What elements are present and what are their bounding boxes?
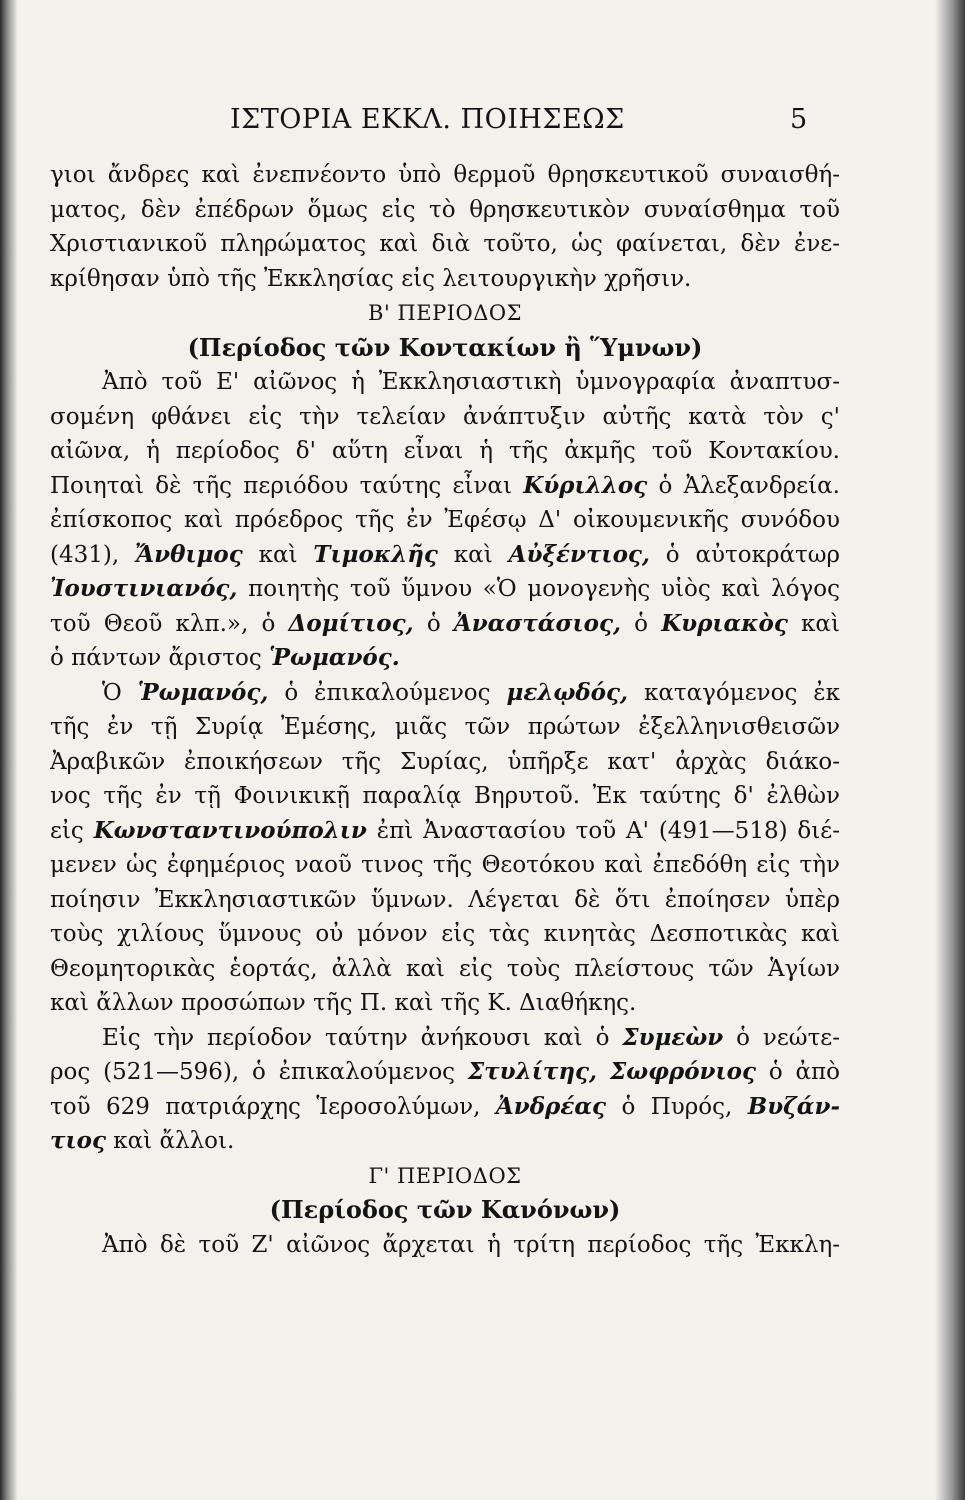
person-name: Στυλίτης, [467, 1058, 598, 1085]
text-run: ὁ πάντων ἄριστος [50, 645, 270, 671]
text-line [50, 469, 840, 504]
text-run: ἐπὶ Ἀναστασίου τοῦ Α' (491—518) διέ- [366, 817, 840, 844]
text-line: γιοι ἄνδρες καὶ ἐνεπνέοντο ὑπὸ θερμοῦ θρησκευτικοῦ συναισθή- [50, 162, 840, 188]
epithet: μελῳδός, [506, 678, 629, 706]
page-number: 5 [790, 104, 808, 135]
text-line [50, 1124, 840, 1159]
person-name: Τιμοκλῆς [313, 540, 438, 568]
person-name: Ῥωμανός. [269, 644, 400, 671]
text-run: ὁ Ἀλεξανδρεία. [647, 472, 840, 499]
text-line: τῆς ἐν τῇ Συρίᾳ Ἐμέσης, μιᾶς τῶν πρώτων ἐξελληνισθεισῶν [50, 714, 840, 740]
person-name: Ἰουστινιανός, [50, 575, 238, 602]
text-line [50, 538, 840, 573]
text-run: ρος (521—596), ὁ ἐπικαλούμενος [50, 1059, 468, 1085]
text-line: ματος, δὲν ἐπέδρων ὅμως εἰς τὸ θρησκευτικὸν συναίσθημα τοῦ [50, 196, 840, 223]
text-run: ὁ ἐπικαλούμενος [268, 679, 507, 706]
text-run: Ὁ [102, 679, 138, 706]
place-name: Κωνσταντινούπολιν [93, 816, 367, 844]
text-line: σομένη φθάνει εἰς τὴν τελείαν ἀνάπτυξιν αὐτῆς κατὰ τὸν ς' [50, 403, 840, 430]
text-run [597, 1059, 610, 1085]
text-run: ὁ [620, 610, 662, 637]
text-line: ποίησιν Ἐκκλησιαστικῶν ὕμνων. Λέγεται δὲ ὅτι ἐποίησεν ὑπὲρ [50, 886, 840, 913]
page-header [0, 104, 965, 144]
text-line: Ἀραβικῶν ἐποικήσεων τῆς Συρίας, ὑπῆρξε κατ' ἀρχὰς διάκο- [50, 748, 840, 775]
text-line: κρίθησαν ὑπὸ τῆς Ἐκκλησίας εἰς λειτουργικὴν χρῆσιν. [50, 265, 692, 292]
person-name: Βυζάν- [747, 1092, 840, 1120]
text-run: τοῦ Θεοῦ κλπ.», ὁ [50, 610, 289, 637]
person-name: Ἀναστάσιος, [453, 609, 621, 637]
text-run: ὁ Πυρός, [606, 1093, 748, 1120]
text-line [50, 814, 840, 849]
person-name: Ῥωμανός, [137, 678, 269, 706]
text-line: Θεομητορικὰς ἑορτάς, ἀλλὰ καὶ εἰς τοὺς πλείστους τῶν Ἁγίων [50, 955, 840, 982]
section-heading: Β' ΠΕΡΙΟΔΟΣ [368, 301, 522, 325]
text-line: Ἀπὸ δὲ τοῦ Ζ' αἰῶνος ἄρχεται ἡ τρίτη περίοδος τῆς Ἐκκλη- [102, 1231, 840, 1258]
section-subheading: (Περίοδος τῶν Κανόνων) [269, 1195, 621, 1224]
person-name: τιος [50, 1127, 106, 1154]
text-run: καὶ [437, 541, 509, 568]
person-name: Σωφρόνιος [609, 1058, 756, 1085]
person-name: Συμεὼν [622, 1023, 724, 1051]
text-run: καὶ [242, 541, 314, 568]
text-line [50, 676, 840, 711]
text-run: ὁ [413, 610, 454, 637]
text-line [50, 641, 840, 676]
section-subheading: (Περίοδος τῶν Κοντακίων ἢ Ὕμνων) [187, 332, 703, 362]
section-heading: Γ' ΠΕΡΙΟΔΟΣ [368, 1163, 522, 1188]
text-run: εἰς [50, 817, 94, 844]
text-line [50, 1055, 840, 1090]
person-name: Ἀνδρέας [495, 1092, 607, 1120]
text-run: ὁ αὐτοκράτωρ [649, 541, 840, 568]
person-name: Ἄνθιμος [135, 540, 243, 568]
text-run: καὶ [787, 610, 840, 637]
text-line [50, 1021, 840, 1056]
person-name: Κυριακὸς [661, 609, 788, 637]
text-run: τοῦ 629 πατριάρχης Ἱεροσολύμων, [50, 1093, 496, 1120]
text-run: ὁ νεώτε- [723, 1024, 840, 1051]
page-body [50, 158, 840, 1262]
text-run: Εἰς τὴν περίοδον ταύτην ἀνήκουσι καὶ ὁ [102, 1024, 623, 1051]
running-title: ΙΣΤΟΡΙΑ ΕΚΚΛ. ΠΟΙΗΣΕΩΣ [230, 104, 625, 135]
text-run: ποιητὴς τοῦ ὕμνου «Ὁ μονογενὴς υἱὸς καὶ λόγος [237, 576, 840, 602]
text-line: αἰῶνα, ἡ περίοδος δ' αὕτη εἶναι ἡ τῆς ἀκμῆς τοῦ Κοντακίου. [50, 438, 840, 464]
text-line: Χριστιανικοῦ πληρώματος καὶ διὰ τοῦτο, ὡς φαίνεται, δὲν ἐνε- [50, 231, 840, 257]
text-line: τοὺς χιλίους ὕμνους οὐ μόνον εἰς τὰς κινητὰς Δεσποτικὰς καὶ [50, 921, 840, 947]
text-line [50, 1090, 840, 1125]
person-name: Δομίτιος, [288, 609, 414, 637]
text-line: Ἀπὸ τοῦ Ε' αἰῶνος ἡ Ἐκκλησιαστικὴ ὑμνογραφία ἀναπτυσ- [102, 369, 840, 395]
text-line: καὶ ἄλλων προσώπων τῆς Π. καὶ τῆς Κ. Διαθήκης. [50, 990, 637, 1016]
text-run: καὶ ἄλλοι. [105, 1128, 235, 1154]
text-line: νος τῆς ἐν τῇ Φοινικικῇ παραλίᾳ Βηρυτοῦ. Ἐκ ταύτης δ' ἐλθὼν [50, 783, 840, 809]
text-run: καταγόμενος ἐκ [628, 679, 840, 706]
text-line: ἐπίσκοπος καὶ πρόεδρος τῆς ἐν Ἐφέσῳ Δ' οἰκουμενικῆς συνόδου [50, 507, 840, 533]
text-line [50, 607, 840, 642]
text-run: ὁ ἀπὸ [755, 1059, 840, 1085]
person-name: Κύριλλος [523, 471, 648, 499]
person-name: Αὐξέντιος, [508, 540, 650, 568]
text-line [50, 572, 840, 607]
text-run: Ποιηταὶ δὲ τῆς περιόδου ταύτης εἶναι [50, 472, 524, 499]
text-line: μενεν ὡς ἐφημέριος ναοῦ τινος τῆς Θεοτόκου καὶ ἐπεδόθη εἰς τὴν [50, 852, 840, 878]
text-run: (431), [50, 541, 136, 568]
